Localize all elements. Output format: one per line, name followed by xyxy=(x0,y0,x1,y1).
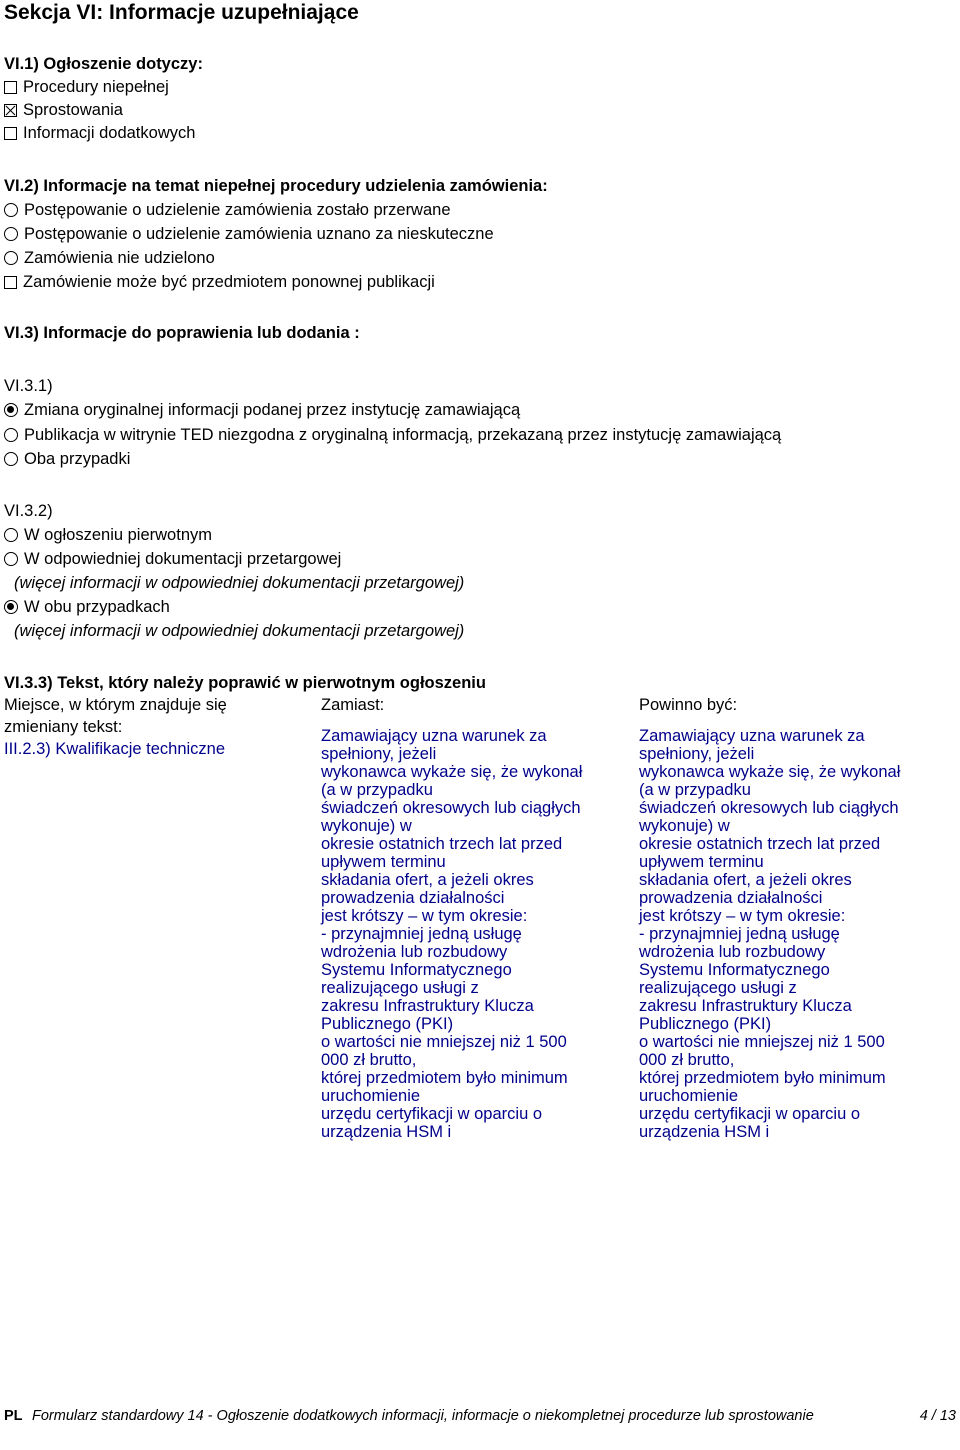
vi31-label: VI.3.1) xyxy=(4,377,53,395)
vi2-radio-nie-udzielono[interactable] xyxy=(4,247,215,269)
vi33-instead-head: Zamiast: xyxy=(321,696,385,714)
text-line: (a w przypadku xyxy=(321,781,433,799)
text-line: Zamawiający uzna warunek za xyxy=(639,727,865,745)
text-line: świadczeń okresowych lub ciągłych xyxy=(639,799,899,817)
text-line: - przynajmniej jedną usługę xyxy=(639,925,840,943)
text-line: Zamawiający uzna warunek za xyxy=(321,727,547,745)
text-line: świadczeń okresowych lub ciągłych xyxy=(321,799,581,817)
vi1-option-procedury[interactable] xyxy=(4,76,169,98)
text-line: Systemu Informatycznego xyxy=(321,961,512,979)
radio-empty-icon[interactable] xyxy=(4,452,18,466)
text-line: o wartości nie mniejszej niż 1 500 xyxy=(639,1033,885,1051)
footer-page-number: 4 / 13 xyxy=(919,1408,956,1424)
text-line: upływem terminu xyxy=(321,853,446,871)
text-line: 000 zł brutto, xyxy=(321,1051,417,1069)
vi33-instead-column xyxy=(321,694,631,716)
text-line: wykonawca wykaże się, że wykonał xyxy=(639,763,901,781)
vi2-radio-label: Postępowanie o udzielenie zamówienia uznano za nieskuteczne xyxy=(24,225,494,243)
vi32-radio-label: W ogłoszeniu pierwotnym xyxy=(24,526,212,544)
radio-empty-icon[interactable] xyxy=(4,203,18,217)
vi32-note-1: (więcej informacji w odpowiedniej dokumentacji przetargowej) xyxy=(14,574,465,592)
vi33-should-be-column xyxy=(639,694,956,716)
text-line: uruchomienie xyxy=(321,1087,421,1105)
vi32-radio-dokumentacja[interactable] xyxy=(4,548,341,570)
vi33-place-head-line2: zmieniany tekst: xyxy=(4,718,123,736)
text-line: o wartości nie mniejszej niż 1 500 xyxy=(321,1033,567,1051)
vi1-option-label: Informacji dodatkowych xyxy=(23,124,196,142)
vi31-radio-label: Oba przypadki xyxy=(24,450,131,468)
vi2-radio-label: Postępowanie o udzielenie zamówienia zostało przerwane xyxy=(24,201,451,219)
radio-empty-icon[interactable] xyxy=(4,227,18,241)
vi1-option-label: Sprostowania xyxy=(23,101,123,119)
vi2-checkbox-label: Zamówienie może być przedmiotem ponownej publikacji xyxy=(23,273,435,291)
vi2-checkbox-ponowna-publikacja[interactable] xyxy=(4,271,435,293)
vi32-radio-pierwotne[interactable] xyxy=(4,524,212,546)
vi33-place-head-line1: Miejsce, w którym znajduje się xyxy=(4,696,227,714)
text-line: realizującego usługi z xyxy=(639,979,797,997)
vi1-option-informacji[interactable] xyxy=(4,122,195,144)
radio-empty-icon[interactable] xyxy=(4,528,18,542)
vi31-radio-label: Zmiana oryginalnej informacji podanej przez instytucję zamawiającą xyxy=(24,401,521,419)
text-line: prowadzenia działalności xyxy=(321,889,505,907)
vi2-radio-nieskuteczne[interactable] xyxy=(4,223,494,245)
vi33-instead-text xyxy=(321,727,582,1141)
vi31-radio-ted[interactable] xyxy=(4,424,781,446)
text-line: 000 zł brutto, xyxy=(639,1051,735,1069)
text-line: Systemu Informatycznego xyxy=(639,961,830,979)
footer-language: PL xyxy=(4,1408,23,1424)
text-line: wdrożenia lub rozbudowy xyxy=(321,943,508,961)
text-line: której przedmiotem było minimum xyxy=(321,1069,568,1087)
text-line: zakresu Infrastruktury Klucza xyxy=(639,997,852,1015)
radio-empty-icon[interactable] xyxy=(4,251,18,265)
vi31-radio-zmiana[interactable] xyxy=(4,399,520,421)
text-line: (a w przypadku xyxy=(639,781,751,799)
text-line: uruchomienie xyxy=(639,1087,739,1105)
vi33-should-be-head: Powinno być: xyxy=(639,696,738,714)
text-line: wdrożenia lub rozbudowy xyxy=(639,943,826,961)
vi3-heading: VI.3) Informacje do poprawienia lub dodania : xyxy=(4,324,360,342)
text-line: zakresu Infrastruktury Klucza xyxy=(321,997,534,1015)
vi33-place-value: III.2.3) Kwalifikacje techniczne xyxy=(4,740,226,758)
vi33-place-column xyxy=(4,694,304,760)
text-line: wykonawca wykaże się, że wykonał xyxy=(321,763,583,781)
text-line: składania ofert, a jeżeli okres xyxy=(321,871,534,889)
text-line: spełniony, jeżeli xyxy=(639,745,755,763)
vi32-label: VI.3.2) xyxy=(4,502,53,520)
radio-empty-icon[interactable] xyxy=(4,552,18,566)
text-line: składania ofert, a jeżeli okres xyxy=(639,871,852,889)
text-line: realizującego usługi z xyxy=(321,979,479,997)
text-line: urzędu certyfikacji w oparciu o xyxy=(639,1105,861,1123)
text-line: Publicznego (PKI) xyxy=(639,1015,772,1033)
vi2-heading: VI.2) Informacje na temat niepełnej procedury udzielenia zamówienia: xyxy=(4,177,548,195)
vi33-heading: VI.3.3) Tekst, który należy poprawić w pierwotnym ogłoszeniu xyxy=(4,674,486,692)
text-line: jest krótszy – w tym okresie: xyxy=(321,907,528,925)
text-line: prowadzenia działalności xyxy=(639,889,823,907)
text-line: - przynajmniej jedną usługę xyxy=(321,925,522,943)
vi31-radio-oba[interactable] xyxy=(4,448,130,470)
text-line: okresie ostatnich trzech lat przed xyxy=(321,835,563,853)
text-line: której przedmiotem było minimum xyxy=(639,1069,886,1087)
checkbox-empty-icon[interactable] xyxy=(4,81,17,94)
vi32-radio-label: W obu przypadkach xyxy=(24,598,170,616)
vi32-radio-obu[interactable] xyxy=(4,596,170,618)
checkbox-checked-icon[interactable] xyxy=(4,104,17,117)
radio-empty-icon[interactable] xyxy=(4,428,18,442)
vi1-heading: VI.1) Ogłoszenie dotyczy: xyxy=(4,55,203,73)
text-line: urzędu certyfikacji w oparciu o xyxy=(321,1105,543,1123)
text-line: upływem terminu xyxy=(639,853,764,871)
text-line: urządzenia HSM i xyxy=(321,1123,452,1141)
section-title: Sekcja VI: Informacje uzupełniające xyxy=(4,1,359,24)
vi1-option-label: Procedury niepełnej xyxy=(23,78,169,96)
text-line: wykonuje) w xyxy=(321,817,412,835)
vi31-radio-label: Publikacja w witrynie TED niezgodna z oryginalną informacją, przekazaną przez instytucję zamawiającą xyxy=(24,426,782,444)
vi2-radio-label: Zamówienia nie udzielono xyxy=(24,249,215,267)
checkbox-empty-icon[interactable] xyxy=(4,127,17,140)
text-line: okresie ostatnich trzech lat przed xyxy=(639,835,881,853)
vi1-option-sprostowania[interactable] xyxy=(4,99,123,121)
radio-selected-icon[interactable] xyxy=(4,403,18,417)
vi2-radio-przerwane[interactable] xyxy=(4,199,451,221)
vi32-note-2: (więcej informacji w odpowiedniej dokumentacji przetargowej) xyxy=(14,622,465,640)
radio-selected-icon[interactable] xyxy=(4,600,18,614)
vi32-radio-label: W odpowiedniej dokumentacji przetargowej xyxy=(24,550,342,568)
footer-form-title: Formularz standardowy 14 - Ogłoszenie dodatkowych informacji, informacje o niekompletnej procedurze lub sprostowanie xyxy=(32,1408,814,1424)
text-line: spełniony, jeżeli xyxy=(321,745,437,763)
text-line: urządzenia HSM i xyxy=(639,1123,770,1141)
text-line: wykonuje) w xyxy=(639,817,730,835)
text-line: Publicznego (PKI) xyxy=(321,1015,454,1033)
checkbox-empty-icon[interactable] xyxy=(4,276,17,289)
text-line: jest krótszy – w tym okresie: xyxy=(639,907,846,925)
vi33-should-be-text xyxy=(639,727,900,1141)
